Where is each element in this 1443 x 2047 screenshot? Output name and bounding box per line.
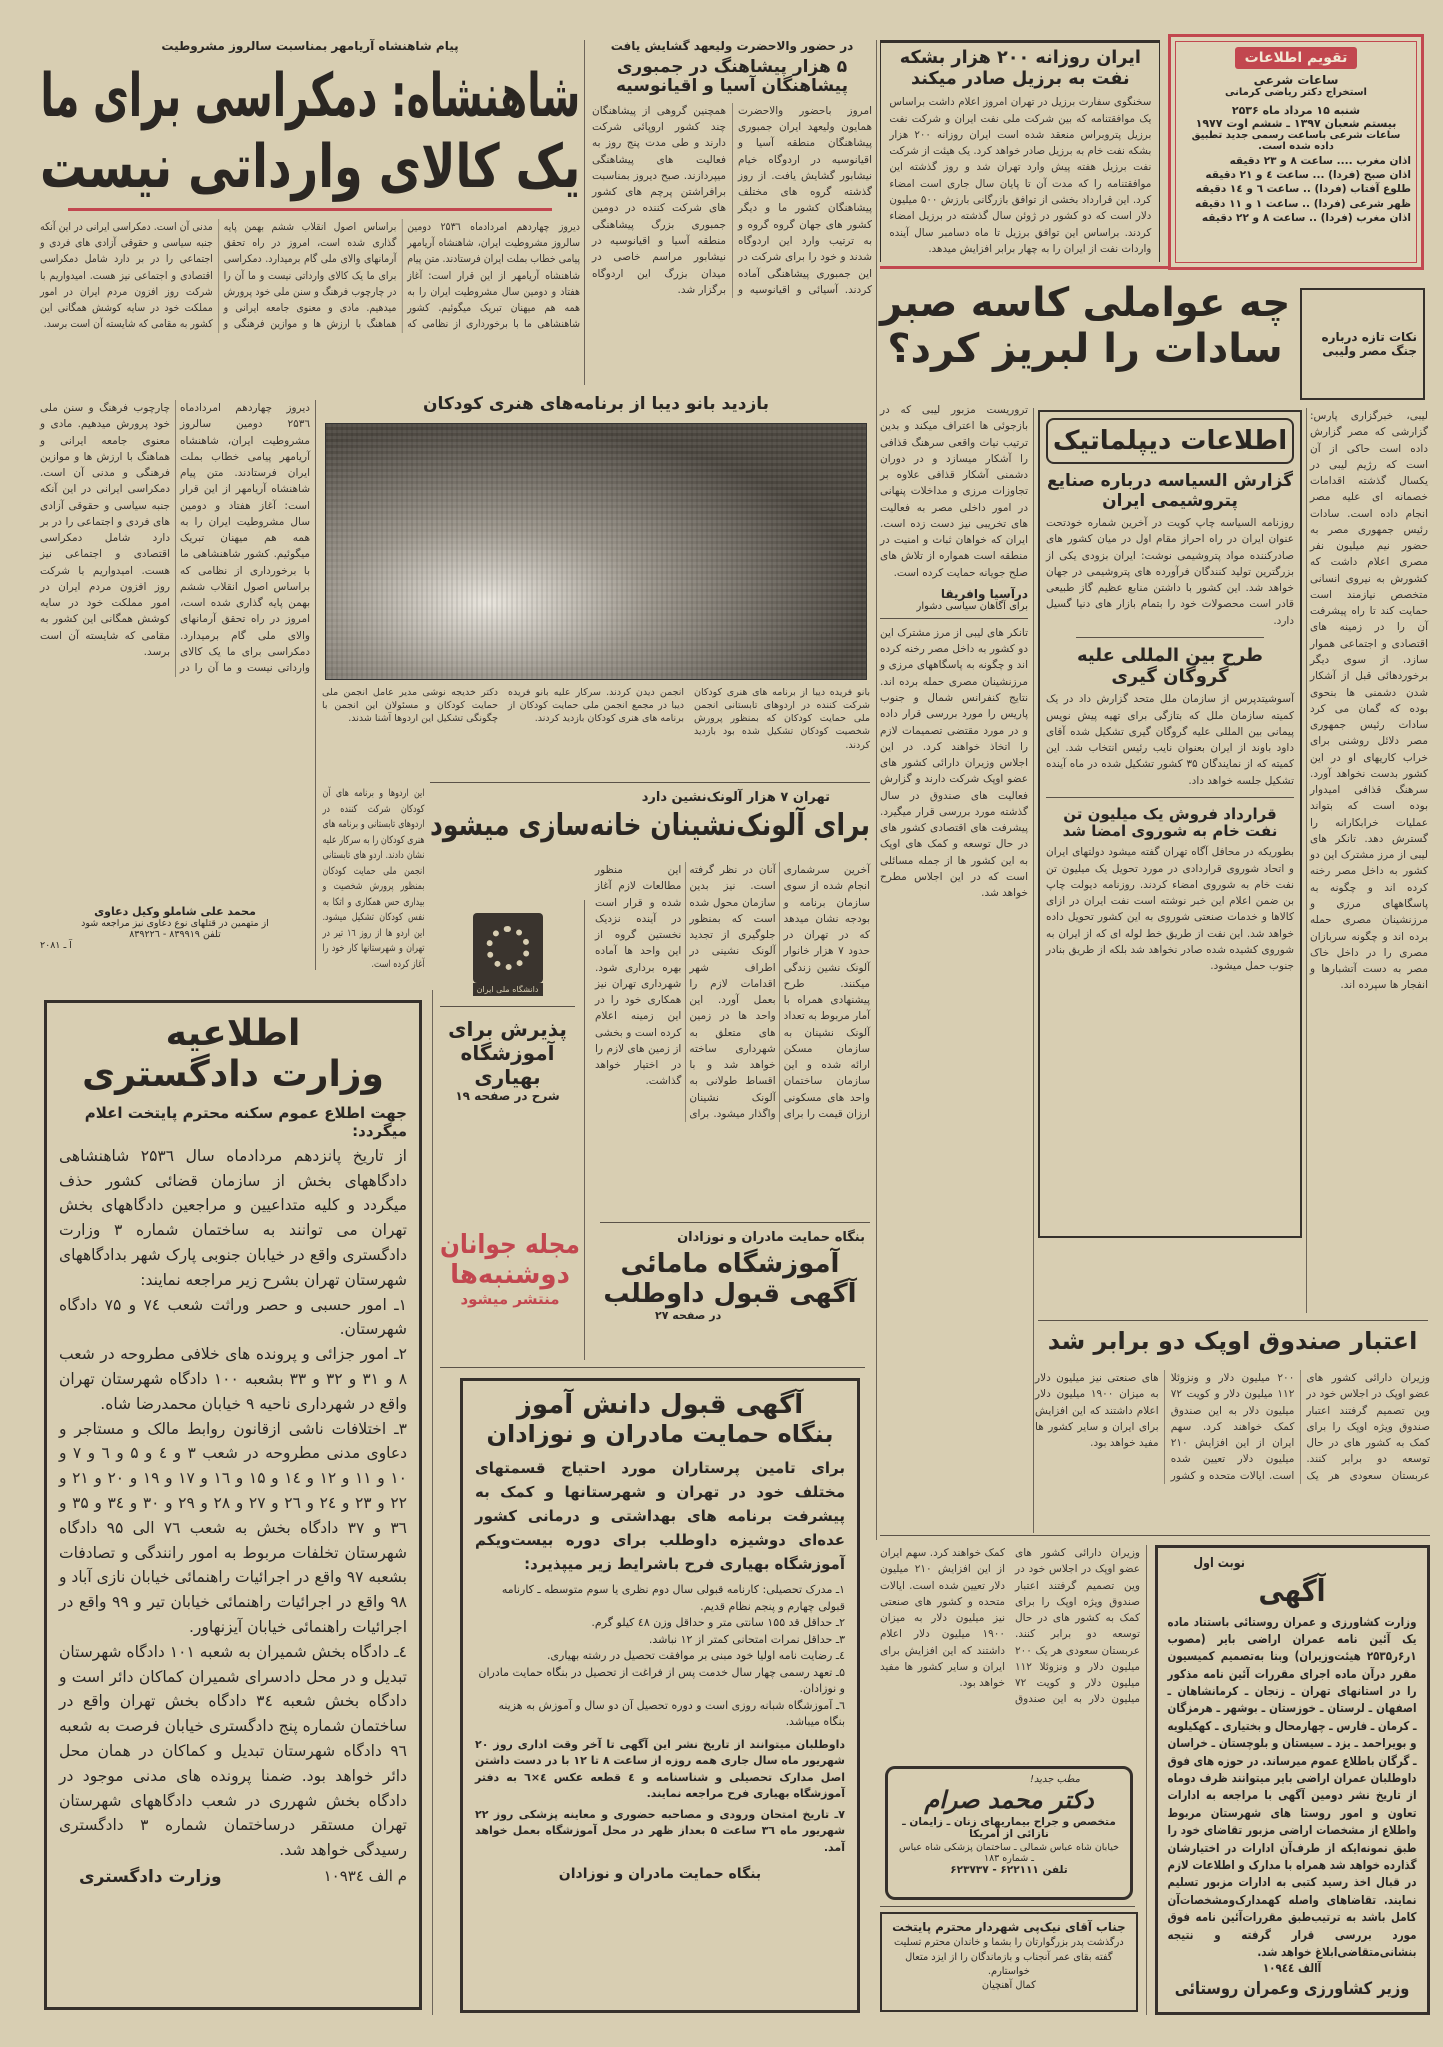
column-rule [432,990,433,2015]
article-content [889,48,1151,257]
article-body: امروز باحضور والاحضرت همایون ولیعهد ایران جمبوری پیشاهنگان منطقه آسیا و اقیانوسیه در اردوگاه خیام نیشابور گشایش یافت. از روز گذشته گروه های مختلف پیشاهنگان کشور ما و دیگر کشور های جهان گروه گروه و به ترتیب وارد این اردوگاه شدند و خود را برای شرکت در این جمبوری پیشاهنگی آماده کردند. آسیائی و اقیانوسیه و همچنین گروهی از پیشاهنگان چند کشور اروپائی شرکت دارند و طی مدت پنج روز به فعالیت های پیشاهنگی میپردازند. صبح دیروز بمناسبت برافراشتن پرچم های کشور های شرکت کننده در دومین جمبوری بزرگ پیشاهنگی منطقه آسیا و اقیانوسیه در نیشابور مراسم خاصی در میدان بزرگ این اردوگاه برگزار شد. [592,104,872,296]
notice-round: نوبت اول [1193,1556,1246,1571]
condition-item: ۳ـ حداقل نمرات امتحانی کمتر از ۱۲ نباشد. [648,1632,845,1646]
condition-item: ۵ـ تعهد رسمی چهار سال خدمت پس از فراغت از تحصیل در بنگاه حمایت مادران و نوزادان. [478,1665,845,1696]
headline: اطلاعیه [165,1013,301,1054]
ad-line: پذیرش برای [448,1017,567,1041]
lawyer-name: محمد علی شاملو وکیل دعاوی [94,905,256,918]
calendar-date: شنبه ۱۵ مرداد ماه ۲۵۳۶ [1231,104,1361,117]
article-content [592,40,872,298]
diplomatic-banner: اطلاعات دیپلماتیک [1046,418,1294,464]
midwifery-school-ad [595,1230,865,1362]
headline: چه عواملی کاسه صبر [879,280,1291,326]
headline: قرارداد فروش یک میلیون تن نفت خام به شوروی امضا شد [1062,804,1278,841]
sadat-right-column [1310,408,1428,1313]
calendar-subtitle: ساعات شرعی [1253,73,1339,87]
prayer-time: طلوع آفتاب (فردا) .. ساعت ٦ و ١٤ دقیقه [1195,183,1411,196]
ad-content [475,1391,845,1882]
egypt-libya-box [1300,288,1425,400]
article-body-continued: دیروز چهاردهم امردادماه ۲۵۳٦ دومین سالروز مشروطیت ایران، شاهنشاه آریامهر پیامی خطاب بملت ایران فرستادند. متن پیام شاهنشاه آریامهر از این قرار است: آغاز هفتاد و دومین سال مشروطیت ایران را به همه هم میهنان تبریک میگوئیم. کشور شاهنشاهی ما با برخورداری از نظامی که براساس اصول انقلاب ششم بهمن پایه گذاری شده است، امروز در راه تحقق آرمانهای والای ملی گام برمیدارد. دمکراسی برای ما یک کالای وارداتی نیست و ما آن را در چارچوب فرهنگ و سنن ملی خود پرورش میدهیم. مادی و معنوی جامعه ایرانی و هماهنگ با ارزش ها و موازین فرهنگی و مدنی آن است. دمکراسی ایرانی در این آنکه جنبه سیاسی و حقوقی آزادی های فردی و اجتماعی را در بر دارد شامل دمکراسی اقتصادی و اجتماعی نیز هست. امیدواریم با شرکت روز افزون مردم ایران در امور مملکت خود در سایه کوشش همگانی این کشور به مقامی که شایسته آن است برسد. [40,402,310,675]
divider [880,1906,1135,1907]
flower-icon [486,926,530,970]
exam-text: ۷ـ تاریخ امتحان ورودی و مصاحبه حضوری و معاینه پزشکی روز ۲۲ شهریور ماه ۳٦ ساعت ۵ بعداز ظهر در محل آموزشگاه بعمل خواهد آمد. [475,1807,846,1854]
agriculture-ministry-notice [1155,1545,1430,2015]
notice-body: وزارت کشاورزی و عمران روستائی باستناد ماده یک آئین نامه عمران اراضی بایر (مصوب ۱ر۶ر۲۵۳۵ هیئت‌وزیران) وبنا به‌تصمیم کمیسیون مقرر درآن ماده اجرای مقررات آئین نامه مذکور را در استانهای تهران ـ زنجان ـ کرمانشاهان ـ اصفهان ـ لرستان ـ خوزستان ـ بوشهر ـ هرمزگان ـ کرمان ـ فارس ـ چهارمحال و بختیاری ـ کهکیلویه و بویراحمد ـ یزد ـ سیستان و بلوچستان ـ خراسان ـ گرگان باطلاع عموم میرساند. در حوزه های فوق داوطلبان عمران اراضی بایر میتوانند ظرف دوماه از تاریخ نشر دومین آگهی با مراجعه به ادارات تعاون و امور روستا های شهرستان مربوط واطلاع از مشخصات اراضی مزبور تقاضای خود را طبق نمونه‌ایکه از طرف‌آن ادارات در اختیارشان گذارده خواهد شد همراه با مدارک و اطلاعات لازم در قبال اخذ رسید کتبی به ادارات مزبور تسلیم نمایند. تقاضاهای واصله کهمدارک‌ومشخصات‌آن کامل باشد به ترتیب‌طبق مقررات‌آئین نامه فوق مورد بررسی قرار گرفته و نتیجه بنشانی‌متقاضی‌ابلاغ خواهد شد. [1168,1614,1417,1959]
lawyer-phone: تلفن ۸۳۹۹۱۹ - ۸۳۹۲۲٦ [129,929,221,940]
column-rule [876,40,877,1540]
column-rule [315,400,316,970]
article-slum-housing [430,790,870,856]
sadat-left-column [880,402,1028,1530]
calendar-content [1181,47,1411,225]
phone-label: تلفن [1042,1864,1068,1876]
condolence-notice [880,1912,1138,2012]
box-line: جنگ مصر ولیبی [1322,344,1417,358]
prayer-time: اذان مغرب .... ساعت ۸ و ۲۳ دقیقه [1229,155,1411,167]
subnote: برای آگاهان سیاسی دشوار [916,600,1028,612]
doctor-name: دکتر محمد صرام [924,1785,1094,1814]
headline: برای آلونک‌نشینان خانه‌سازی میشود [430,808,870,843]
notice-content [59,1013,407,1887]
photo-feature [322,395,870,775]
conditions-list [475,1582,845,1731]
notice-body: از تاریخ پانزدهم مردادماه سال ۲۵۳٦ شاهنشاهی دادگاههای بخش از سازمان قضائی کشور حذف میگردد و کلیه متداعیین و مراجعین دادگاههای بخش تهران می توانند به ساختمان شماره ۳ وزارت دادگستری واقع در خیابان جنوبی پارک شهر بدادگاههای شهرستان تهران بشرح زیر مراجعه نمایند: [59,1146,407,1289]
page-reference: شرح در صفحه ۱۹ [455,1089,560,1103]
calendar-box [1168,34,1424,270]
divider [1038,1320,1428,1321]
headline: بنگاه حمایت مادران و نوزادان [486,1419,834,1448]
photo-caption: انجمن دیدن کردند. سرکار علیه بانو فریده دیبا در مجمع انجمن ملی حمایت کودکان از برنامه های هنری کودکان بازدید کردند. [508,686,684,725]
headline: جناب آقای نیک‌پی شهردار محترم پایتخت [892,1920,1126,1934]
calendar-note: ساعات شرعی باساعت رسمی جدید تطبیق داده شده است. [1191,130,1401,152]
lawyer-ad [40,905,310,951]
article-body: آسوشیتدپرس از سازمان ملل متحد گزارش داد در یک کمیته سازمان ملل که بتازگی برای تهیه پیش نویس پیمانی بین المللی علیه گروگان گیری تشکیل شده آقای داود باوند از ایران بعنوان نایب رئیس انتخاب شد. این کمیته که از نمایندگان ۳۵ کشور تشکیل شده در ماه آینده تشکیل جلسه خواهد داد. [1046,693,1294,787]
photo-captions [322,686,870,752]
ad-code: آ ـ ۲۰۸۱ [40,940,72,951]
main-headline: شاهنشاه: دمکراسی برای ما [40,60,580,131]
sadat-subhead [880,587,1028,612]
ad-line: منتشر میشود [460,1290,560,1308]
article-body: تروریست مزبور لیبی که در بازجوئی ها اعتراف میکند و بدین ترتیب نیات واقعی سرهنگ قذافی را آشکار میسازد و در دوران دشمنی آشکار قذافی علاوه بر تجاوزات مرزی و مداخلات پنهانی در امور داخلی مصر به فعالیت های تخریبی نیز دست زده است. ایران که خواهان ثبات و امنیت در منطقه است همواره از تلاش های صلح جویانه حمایت کرده است. [880,404,1028,579]
notice-item: ۱ـ امور حسبی و حصر وراثت شعب ۷٤ و ۷۵ دادگاه شهرستان. [59,1295,407,1339]
article-shah [40,40,580,385]
address: خیابان شاه عباس شمالی ـ ساختمان پزشکی شاه عباس ـ شماره ۱۸۳ [899,1842,1119,1864]
signature: بنگاه حمایت مادران و نوزادان [558,1866,762,1883]
signature: کمال آهنچیان [982,1979,1036,1991]
divider [600,1222,870,1223]
headline: آگهی قبول دانش آموز [516,1390,804,1420]
ad-intro: برای تامین پرستاران مورد احتیاج قسمتهای مختلف خود در تهران و شهرستانها و کمک به پیشرفت برنامه های بهداشتی و درمانی کشور عده‌ای دوشیزه داوطلب برای دوره بیست‌ویکم آموزشگاه بهیاری فرح باشرایط زیر میپذیرد: [475,1459,845,1574]
photo-headline: بازدید بانو دیبا از برنامه‌های هنری کودکان [422,394,770,414]
calendar-date-alt: بیستم شعبان ۱۳۹۷ ـ ششم اوت ۱۹۷۷ [1195,117,1397,130]
condition-item: ٦ـ آموزشگاه شبانه روزی است و دوره تحصیل آن دو سال و آموزش به هزینه بنگاه میباشد. [498,1698,845,1729]
opec-headline-area [1035,1328,1430,1356]
column-content [880,402,1028,901]
divider [880,1535,1430,1536]
bottom-column [880,1545,1140,1759]
kicker: مطب جدید! [1029,1774,1080,1785]
condition-item: ۱ـ مدرک تحصیلی: کارنامه قبولی سال دوم نظری یا سوم متوسطه ـ کارنامه قبولی چهارم و پنجم نظام قدیم. [501,1583,845,1613]
ad-content [898,1774,1120,1876]
divider [1046,797,1294,798]
justice-ministry-notice [44,1000,422,2010]
diplomatic-section [1038,410,1302,1238]
article-body: دیروز چهاردهم امردادماه ۲۵۳٦ دومین سالروز مشروطیت ایران، شاهنشاه آریامهر پیامی خطاب بملت ایران فرستادند. متن پیام شاهنشاه آریامهر از این قرار است: آغاز هفتاد و دومین سال مشروطیت ایران را به همه هم میهنان تبریک میگوئیم. کشور شاهنشاهی ما با برخورداری از نظامی که براساس اصول انقلاب ششم بهمن پایه گذاری شده است، امروز در راه تحقق آرمانهای والای ملی گام برمیدارد. دمکراسی برای ما یک کالای وارداتی نیست و ما آن را در چارچوب فرهنگ و سنن ملی خود پرورش میدهیم. مادی و معنوی جامعه ایرانی و هماهنگ با ارزش ها و موازین فرهنگی و مدنی آن است. دمکراسی ایرانی در این آنکه جنبه سیاسی و حقوقی آزادی های فردی و اجتماعی را در بر دارد شامل دمکراسی اقتصادی و اجتماعی نیز هست. امیدواریم با شرکت روز افزون مردم ایران در امور مملکت خود در سایه کوشش همگانی این کشور به مقامی که شایسته آن است برسد. [40,220,581,331]
lawyer-note: از متهمین در قتلهای نوع دعاوی نیز مراجعه شود [81,918,269,929]
red-underline [68,208,552,211]
red-divider [880,266,1168,269]
news-photo [325,423,867,680]
article-body-column: تانکر های لیبی از مرز مشترک این دو کشور به داخل مصر رخنه کرده اند و چگونه به پاسگاههای مرزی و مرزنشینان مصری حمله برده اند. نتایج کنفرانس شمال و جنوب پاریس را مورد بررسی قرار داده و در مورد مقتضی تصمیمات لازم را اتخاذ خواهند کرد. در این اجلاس وزیران دارائی کشور های عضو اوپک شرکت دارند و گزارش فعالیت های صندوق در سال گذشته مورد بررسی قرار میگیرد. پیشرفت های اقتصادی کشور های در حال توسعه و کمک های اوپک به این کشور ها از جمله مسائلی است که در این اجلاس مطرح خواهد شد. [880,626,1028,900]
column-rule [1033,408,1034,1533]
opec-headline: اعتبار صندوق اوپک دو برابر شد [1047,1327,1418,1355]
opec-article [1035,1370,1430,1528]
ad-line: مجله جوانان [440,1230,580,1260]
article-continued [40,400,310,895]
divider [430,782,870,783]
main-headline: یک کالای وارداتی نیست [39,131,581,202]
article-body: وزیران دارائی کشور های عضو اوپک در اجلاس خود در وین تصمیم گرفتند اعتبار صندوق ویژه اوپک را برای کمک به کشور های در حال توسعه دو برابر کنند. عربستان سعودی هر یک ۲۰۰ میلیون دلار و ونزوئلا ۱۱۲ میلیون دلار و کویت ۷۲ میلیون دلار به این صندوق کمک خواهند کرد. سهم ایران از این افزایش ۲۱۰ میلیون دلار تعیین شده است. ایالات متحده و کشور های صنعتی نیز میلیون دلار به میزان ۱۹۰۰ میلیون دلار اعلام داشتند که این افزایش برای ایران و سایر کشور ها مفید خواهد بود. [1035,1372,1430,1482]
photo-caption: بانو فریده دیبا از برنامه های هنری کودکان شرکت کننده در اردوهای تابستانی انجمن ملی حمایت کودکان که بمنظور پرورش شخصیت کودکان تشکیل شده بود بازدید کردند. [694,686,870,751]
kicker: تهران ۷ هزار آلونک‌نشین دارد [641,790,830,805]
article-body-right-column: لیبی، خبرگزاری پارس: گزارشی که مصر گزارش داده است حاکی از آن است که رژیم لیبی در یکسال گذشته اقدامات خصمانه ای علیه مصر انجام داده است. سادات رئیس جمهوری مصر به حضور نیم میلیون نفر مصری اعلام داشت که کشورش به نیروی انسانی متخصص نیازمند است حمایت کند تا راه پیشرفت آن را در زمینه های اقتصادی و اجتماعی هموار سازد. از سوی دیگر برخوردهائی قبل از آشکار شدن دشمنی ها بنحوی بوده که گمان می کرد سادات رئیس جمهوری مصر دلائل روشنی برای خراب کاریهای او در این کشور بدست نخواهد آورد. سرهنگ قذافی امیدوار بوده است که بتواند عملیات خرابکارانه را گسترش دهد. تانکر های لیبی از مرز مشترک این دو کشور به داخل مصر رخنه کرده اند و چگونه به پاسگاههای مرزی و مرزنشینان مصری حمله برده اند و چگونه سربازان مصری را در داخل خاک مصر به دست آتشبارها و انفجار ها سپرده اند. [1310,410,1428,992]
notice-content [1168,1556,1417,1999]
ad-line: آموزشگاه مامائی [620,1249,840,1279]
nursing-school-ad [440,905,575,1205]
subhead: درآسیا وافریقا [940,586,1028,601]
prayer-time: اذان صبح (فردا) ... ساعت ٤ و ۲۱ دقیقه [1205,169,1411,182]
javanan-magazine-ad [440,1230,580,1360]
notice-item: ٤ـ دادگاه بخش شمیران به شعبه ۱۰۱ دادگاه شهرستان تبدیل و در محل دادسرای شمیران کماکان دائر است و دادگاه بخش شعبه ۳٤ دادگاه بخش تهران واقع در ساختمان شماره پنج دادگستری خیابان فرصت به شعبه ۹٦ دادگاه شهرستان تبدیل و کماکان در همان محل دائر خواهد بود. ضمنا پرونده های مدنی موجود در دادگاه بخش شهرری در شعب دادگاههای شهرستان تهران مستقر درساختمان شماره ۳ دادگستری رسیدگی خواهد شد. [59,1642,407,1860]
condition-item: ۲ـ حداقل قد ۱۵۵ سانتی متر و حداقل وزن ٤۸ کیلو گرم. [591,1616,845,1630]
notice-body: درگذشت پدر بزرگوارتان را بشما و خاندان محترم تسلیت گفته بقای عمر آنجناب و بازماندگان را از ایزد متعال خواستارم. [894,1937,1124,1977]
article-scouts [592,40,872,385]
headline: وزارت دادگستری [82,1054,384,1096]
ad-line: دوشنبه‌ها [450,1260,570,1290]
prayer-time: ظهر شرعی (فردا) .. ساعت ۱ و ۱۱ دقیقه [1194,197,1411,210]
page-reference: در صفحه ۲۷ [655,1309,722,1322]
headline: طرح بین المللی علیه گروگان گیری [1076,644,1264,687]
section-content [1046,418,1294,975]
box-line: نکات تازه درباره [1321,330,1417,344]
column-rule [1146,1545,1147,2015]
headline: آگهی [1259,1574,1326,1609]
headline: سادات را لبریز کرد؟ [887,326,1283,372]
notice-item: ۳ـ اختلافات ناشی ازقانون روابط مالک و مستاجر و دعاوی مدنی مطروحه در شعب ۳ و ٤ و ۵ و ٦ و ۷ و ۱۰ و ۱۱ و ۱۲ و ۱٤ و ۱۵ و ۱٦ و ۱۷ و ۱۹ و ۲۰ و ۲۱ و ۲۲ و ۲۳ و ۲٤ و ۲٦ و ۲۷ و ۲۸ و ۲۹ و ۳۰ و ۳٤ و ۳۵ و ۳٦ و ۳۷ دادگاه بخش به شعب ۷٦ الی ۹۵ دادگاه شهرستان تخلفات مربوط به امور رانندگی و تصادفات بشعبه ۹۷ واقع در اجرائیات راهنمائی خیابان نازی آباد و ۹۸ واقع در اجرائیات راهنمائی خیابان تیر و ۹۹ واقع در اجرائیات راهنمائی خیابان آیزنهاور. [59,1419,408,1636]
article-body: سخنگوی سفارت برزیل در تهران امروز اعلام داشت براساس یک موافقتنامه که بین شرکت ملی نفت ایران و شرکت نفت برزیل پتروبراس منعقد شده است ایران روزانه ۲۰۰ هزار بشکه نفت خام به برزیل صادر خواهد کرد. یک هیئت از شرکت نفت برزیل هفته پیش وارد تهران شد و روز گذشته این موافقتنامه را که مدت آن تا پایان سال جاری است امضاء کرد. این قرارداد بخشی از توافق بازرگانی بارزش ۵۰۰ میلیون دلار است که دو کشور در ژوئن سال گذشته در برزیل امضاء کردند. براساس این توافق برزیل تا ماه دسامبر سال آینده واردات نفت از ایران را به چهار برابر افزایش میدهد. [889,96,1151,255]
signature: وزارت دادگستری [79,1866,222,1887]
headline: ۵ هزار پیشاهنگ در جمبوری پیشاهنگان آسیا و اقیانوسیه [616,56,848,97]
notice-content [890,1920,1128,1991]
divider [1076,637,1264,638]
headline: ایران روزانه ۲۰۰ هزار بشکه نفت به برزیل صادر میکند [899,47,1141,89]
signature: وزیر کشاورزی وعمران روستائی [1175,1979,1410,2000]
column-rule [584,40,585,385]
deadline-text: داوطلبان میتوانند از تاریخ نشر این آگهی تا آخر وقت اداری روز ۲۰ شهریور ماه سال جاری همه روزه از ساعت ۸ تا ۱۲ با در دست داشتن اصل مدارک تحصیلی و شناسنامه و ٤ قطعه عکس ٤×٦ به دفتر آموزشگاه بهیاری فرح مراجعه نمایند. [475,1737,845,1801]
column-rule [584,900,585,1360]
specialty: متخصص و جراح بیماریهای زنان ـ زایمان ـ نازائی از آمریکا [902,1816,1116,1840]
kicker: در حضور والاحضرت ولیعهد گشایش یافت [610,39,854,53]
condition-item: ٤ـ رضایت نامه اولیا خود مبنی بر موافقت تحصیل در رشته بهیاری. [546,1649,845,1663]
kicker: بنگاه حمایت مادران و نوزادان [677,1230,865,1245]
column-rule [1306,408,1307,1313]
photo-caption: این اردوها و برنامه های آن کودکان شرکت کننده در اردوهای تابستانی و برنامه های هنری کودکان را به سرکار علیه نشان دادند. اردو های تابستانی انجمن ملی حمایت کودکان بمنظور پرورش شخصیت و بیداری حس همکاری و اتکا به نفس کودکان تشکیل میشود. این اردو ها از روز ۱٦ تیر در تهران و شهرستانها کار خود را آغاز کرده است. [322,788,424,970]
university-logo [473,913,543,983]
article-body: آخرین سرشماری انجام شده از سوی سازمان برنامه و بودجه نشان میدهد که در تهران در حدود ۷ هزار خانوار آلونک نشین زندگی میکنند. طرح پیشنهادی همراه با آمار مربوط به تعداد آلونک نشینان به سازمان مسکن ارائه شده و این سازمان ساختمان واحد های مسکونی ارزان قیمت را برای آنان در نظر گرفته است. نیز بدین سازمان محول شده است که بمنظور جلوگیری از تجدید آلونک نشینی در اطراف شهر اقدامات لازم را بعمل آورد. این واحد ها در زمین های متعلق به شهرداری ساخته خواهد شد و با اقساط طولانی به آلونک نشینان واگذار میشود. برای این منظور مطالعات لازم آغاز شده و قرار است در آینده نزدیک نخستین گروه از این واحد ها آماده بهره برداری شود. شهرداری تهران نیز همکاری خود را در این زمینه اعلام کرده است و بخشی از زمین های لازم را در اختیار خواهد گذاشت. [595,864,870,1120]
doctor-ad [885,1766,1133,1900]
ad-line: بهیاری [474,1065,541,1089]
prayer-times [1181,154,1411,225]
calendar-credit: استخراج دکتر ریاضی کرمانی [1224,87,1367,98]
notice-code: آالف ۱۰۹٤٤ [1263,1961,1322,1976]
kicker: پیام شاهنشاه آریامهر بمناسبت سالروز مشروطیت [161,39,459,53]
ad-line: آگهی قبول داوطلب [603,1279,857,1309]
ad-line: آموزشگاه [460,1041,555,1065]
calendar-title: تقویم اطلاعات [1235,47,1358,69]
phone-number: ۶۲۲۱۱۱ - ۶۲۳۷۳۷ [950,1864,1039,1876]
prayer-time: اذان مغرب (فردا) .. ساعت ۸ و ۲۲ دقیقه [1201,211,1411,224]
article-body: بطوریکه در محافل آگاه تهران گفته میشود دولتهای ایران و اتحاد شوروی قراردادی در مورد تحویل یک میلیون تن نفت خام به شوروی امضاء کردند. روزنامه دیولت چاپ بن ضمن اعلام این خبر نوشته است نفت ایران در ازای کالاها و خدمات صنعتی شوروی به این کشور تحویل داده خواهد شد. این نفت از طریق خط لوله ای که از ایران به شوروی کشیده شده صادر نخواهد شد بلکه از طریق بنادر جنوب حمل میشود. [1046,846,1294,973]
notice-item: ۲ـ امور جزائی و پرونده های خلافی مطروحه در شعب ۸ و ۳۱ و ۳۲ و ۳۳ بشعبه ۱۰۰ دادگاه شهرستان تهران واقع در شهرداری ناحیه ۹ خیابان محمدرضا شاه. [59,1345,408,1413]
logo-text: دانشگاه ملی ایران [473,983,543,996]
slum-article-body [595,862,870,1214]
notice-code: م الف ۱۰۹۳٤ [323,1866,407,1885]
article-body: روزنامه السیاسه چاپ کویت در آخرین شماره خودتحت عنوان ایران در راه احراز مقام اول در میان کشور های صادرکننده مواد پتروشیمی نوشت: ایران بزودی یکی از بزرگترین تولید کنندگان فرآورده های پتروشیمی در جهان خواهد شد. این کشور با داشتن منابع عظیم گاز طبیعی قادر است محصولات خود را بتمام بازار های دنیا گسیل دارد. [1046,517,1294,627]
article-body-column: وزیران دارائی کشور های عضو اوپک در اجلاس خود در وین تصمیم گرفتند اعتبار صندوق ویژه اوپک را برای کمک به کشور های در حال توسعه دو برابر کنند. عربستان سعودی هر یک ۲۰۰ میلیون دلار و ونزوئلا ۱۱۲ میلیون دلار و کویت ۷۲ میلیون دلار به این صندوق کمک خواهند کرد. سهم ایران از این افزایش ۲۱۰ میلیون دلار تعیین شده است. ایالات متحده و کشور های صنعتی نیز میلیون دلار به میزان ۱۹۰۰ میلیون دلار اعلام داشتند که این افزایش برای ایران و سایر کشور ها مفید خواهد بود. [880,1547,1140,1706]
student-admission-ad [460,1378,860,2013]
article-sadat [880,280,1290,372]
divider [440,1367,865,1368]
article-oil-brazil [880,40,1160,262]
photo-caption: دکتر خدیجه نوشی مدیر عامل انجمن ملی حمایت کودکان و مسئولان این انجمن با چگونگی تشکیل این اردوها آشنا شدند. [322,686,498,725]
photo-caption-continued [322,786,424,986]
divider [440,1006,575,1007]
notice-lead: جهت اطلاع عموم سکنه محترم پایتخت اعلام میگردد: [84,1103,407,1140]
divider [880,618,1028,619]
headline: گزارش السیاسه درباره صنایع پتروشیمی ایران [1047,471,1293,511]
